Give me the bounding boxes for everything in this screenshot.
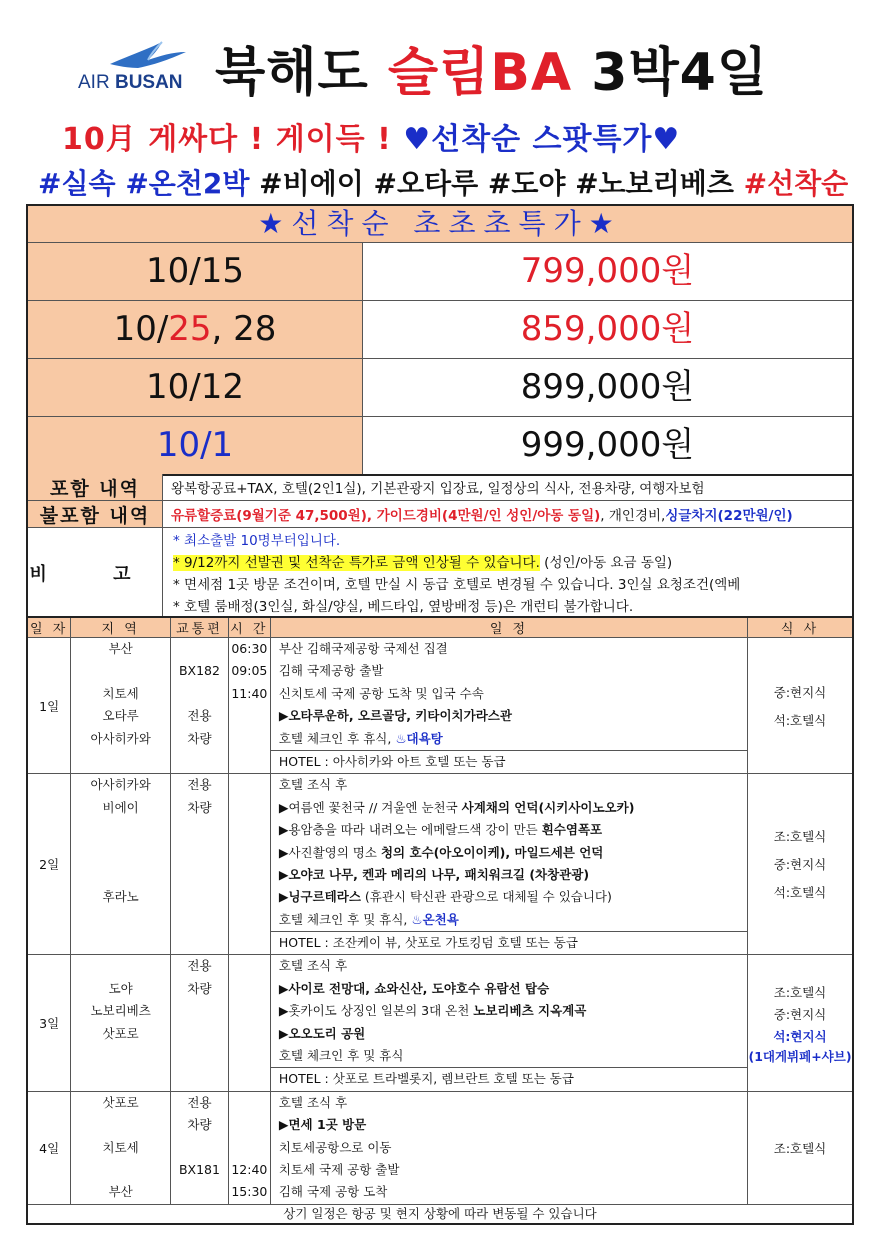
transport-line: 전용 <box>187 708 212 724</box>
excluded-value: 유류할증료(9월기준 47,500원), 가이드경비(4만원/인 성인/아동 동일) , 개인경비, 싱글차지(22만원/인) <box>171 508 793 524</box>
transport-line <box>171 1000 228 1022</box>
time-line <box>229 886 270 908</box>
region-line <box>71 1067 170 1089</box>
time-line: 15:30 <box>231 1184 268 1200</box>
onsen-label: ♨온천욕 <box>411 911 459 927</box>
region-line: 오타루 <box>102 708 139 724</box>
region-line: 도야 <box>108 980 133 996</box>
transport-line <box>171 1045 228 1067</box>
day-row <box>27 955 853 1091</box>
day-label: 1일 <box>27 638 71 774</box>
itinerary-line: HOTEL : 아사히카와 아트 호텔 또는 동급 <box>271 750 747 773</box>
itinerary-line: HOTEL : 조잔케이 뷰, 삿포로 가토킹덤 호텔 또는 동급 <box>271 931 747 954</box>
meals <box>748 1091 853 1204</box>
time-line <box>229 797 270 819</box>
transport-line: BX182 <box>178 663 220 679</box>
day-label: 2일 <box>27 774 71 955</box>
schedule-header: 일 정 <box>270 617 747 638</box>
itinerary-line: ▶사진촬영의 명소 청의 호수(아오이이케), 마일드세븐 언덕 <box>278 844 604 860</box>
itinerary-line: ▶면세 1곳 방문 <box>278 1117 367 1133</box>
transport-line <box>171 1067 228 1089</box>
transport-line: BX181 <box>178 1161 220 1177</box>
itinerary-line: 호텔 체크인 후 휴식, ♨대욕탕 <box>278 730 443 746</box>
included-label: 포함 내역 <box>28 474 163 500</box>
region <box>71 955 171 1091</box>
time-line <box>229 1114 270 1136</box>
region <box>71 638 171 774</box>
region <box>71 1091 171 1204</box>
transport-line <box>171 638 228 660</box>
itinerary <box>270 638 747 774</box>
time <box>228 774 270 955</box>
day-row <box>27 774 853 955</box>
transport <box>171 955 229 1091</box>
transport-line <box>171 1137 228 1159</box>
region <box>71 774 171 955</box>
itinerary-line: 호텔 조식 후 <box>278 777 348 793</box>
hashtag-line <box>38 162 848 202</box>
itinerary-line: 치토세공항으로 이동 <box>278 1139 392 1155</box>
page-title: 북해도 슬림BA 3박4일 <box>215 43 769 103</box>
time-line <box>229 1023 270 1045</box>
price-value: 999,000원 <box>520 425 695 465</box>
region-line <box>71 909 170 931</box>
day-row <box>27 638 853 774</box>
itinerary-line: 신치토세 국제 공항 도착 및 입국 수속 <box>278 685 484 701</box>
itinerary-line: ▶용암층을 따라 내려오는 에메랄드색 강이 만든 흰수염폭포 <box>278 822 603 838</box>
transport-line: 전용 <box>187 958 212 974</box>
itinerary-line: ▶오타루운하, 오르골당, 키타이치가라스관 <box>278 708 512 724</box>
included-value: 왕복항공료+TAX, 호텔(2인1실), 기본관광지 입장료, 일정상의 식사, 전용차량, 여행자보험 <box>171 481 705 497</box>
time-line <box>229 864 270 886</box>
transport-line <box>171 842 228 864</box>
itinerary-line: 호텔 조식 후 <box>278 958 348 974</box>
logo-text-air: AIR <box>78 72 110 93</box>
region-line: 노보리베츠 <box>90 1003 151 1019</box>
itinerary-line: ▶사이로 전망대, 쇼와신산, 도야호수 유람선 탑승 <box>278 980 550 996</box>
schedule-header: 시 간 <box>228 617 270 638</box>
price-row <box>28 417 852 474</box>
region-line: 부산 <box>108 641 133 656</box>
day-label: 3일 <box>27 955 71 1091</box>
day-label: 4일 <box>27 1091 71 1204</box>
time-line <box>229 909 270 931</box>
price-value: 899,000원 <box>520 367 695 407</box>
region-line: 후라노 <box>102 889 139 905</box>
transport-line: 전용 <box>187 777 212 793</box>
time <box>228 638 270 774</box>
time-line <box>229 1000 270 1022</box>
time-line <box>229 955 270 977</box>
time <box>228 1091 270 1204</box>
meal-item: 중:현지식 <box>773 857 827 873</box>
time <box>228 955 270 1091</box>
itinerary <box>270 1091 747 1204</box>
hashtag: #실속 <box>38 167 126 200</box>
region-line <box>71 864 170 886</box>
region-line <box>71 819 170 841</box>
excluded-label: 불포함 내역 <box>28 501 163 527</box>
schedule-header: 일 자 <box>27 617 71 638</box>
meal-item: 석:현지식 <box>773 1029 827 1045</box>
departure-date: 10/12 <box>28 359 363 416</box>
note-item: * 9/12까지 선발권 및 선착순 특가로 금액 인상될 수 있습니다. (성인/아동 요금 동일) <box>173 555 673 571</box>
transport-line: 차량 <box>187 1117 212 1133</box>
schedule-footnote: 상기 일정은 항공 및 현지 상황에 따라 변동될 수 있습니다 <box>27 1204 853 1224</box>
region-line: 아사히카와 <box>90 777 151 793</box>
region-line <box>71 1114 170 1136</box>
itinerary-line: ▶오야코 나무, 켄과 메리의 나무, 패치워크길 (차창관광) <box>278 866 590 882</box>
day-row <box>27 1091 853 1204</box>
hashtag: #선착순 <box>743 167 849 200</box>
itinerary-table <box>26 616 854 1225</box>
itinerary-line: ▶홋카이도 상징인 일본의 3대 온천 노보리베츠 지옥계곡 <box>278 1003 587 1019</box>
transport-line <box>171 819 228 841</box>
promo-subtitle: 10月 게싸다 ! 게이득 ! ♥선착순 스팟특가♥ <box>62 122 681 157</box>
time-line <box>229 1092 270 1114</box>
itinerary-line: 호텔 체크인 후 및 휴식, ♨온천욕 <box>278 911 459 927</box>
time-line: 12:40 <box>231 1161 268 1177</box>
region-line <box>71 660 170 682</box>
itinerary <box>270 955 747 1091</box>
transport-line <box>171 931 228 953</box>
meal-item: 중:현지식 <box>773 684 827 700</box>
included-row <box>28 474 852 501</box>
transport-line <box>171 886 228 908</box>
price-row <box>28 243 852 301</box>
info-table <box>26 474 854 620</box>
region-line: 삿포로 <box>102 1025 139 1041</box>
transport-line <box>171 864 228 886</box>
time-line <box>229 819 270 841</box>
logo-text-busan: BUSAN <box>114 72 183 93</box>
departure-date: 10/15 <box>28 243 363 300</box>
itinerary <box>270 774 747 955</box>
price-value: 859,000원 <box>520 309 695 349</box>
meal-item: 조:호텔식 <box>773 985 827 1001</box>
time-line <box>229 750 270 772</box>
itinerary-line: ▶닝구르테라스 (휴관시 탁신관 관광으로 대체될 수 있습니다) <box>278 889 612 905</box>
time-line <box>229 1045 270 1067</box>
region-line <box>71 1159 170 1181</box>
itinerary-line: ▶오오도리 공원 <box>278 1025 366 1041</box>
meal-item: 중:현지식 <box>773 1007 827 1023</box>
price-table-heading: ★선착순 초초초특가★ <box>28 206 852 243</box>
price-row <box>28 359 852 417</box>
transport-line <box>171 750 228 772</box>
itinerary-line: 부산 김해국제공항 국제선 집결 <box>278 641 448 656</box>
itinerary-line: 호텔 체크인 후 및 휴식 <box>278 1048 404 1064</box>
region-line: 아사히카와 <box>90 730 151 746</box>
schedule-header: 교통편 <box>171 617 229 638</box>
transport <box>171 1091 229 1204</box>
note-item: * 호텔 룸배정(3인실, 화실/양실, 베드타입, 옆방배정 등)은 개런티 불가합니다. <box>173 599 634 615</box>
transport-line <box>171 683 228 705</box>
price-row <box>28 301 852 359</box>
time-line: 06:30 <box>231 641 268 656</box>
time-line <box>229 1137 270 1159</box>
transport-line: 전용 <box>187 1094 212 1110</box>
meals <box>748 955 853 1091</box>
itinerary-line: 김해 국제 공항 도착 <box>278 1184 388 1200</box>
meal-item: 조:호텔식 <box>773 1140 827 1156</box>
bird-icon <box>108 38 188 70</box>
note-item: * 면세점 1곳 방문 조건이며, 호텔 만실 시 동급 호텔로 변경될 수 있습니다. 3인실 요청조건(엑베 <box>173 577 741 593</box>
time-line <box>229 1067 270 1089</box>
itinerary-line: 호텔 조식 후 <box>278 1094 348 1110</box>
region-line <box>71 931 170 953</box>
meal-item: (1대게뷔페+샤브) <box>748 1049 852 1065</box>
excluded-row <box>28 501 852 528</box>
itinerary-line: HOTEL : 삿포로 트라벨롯지, 렘브란트 호텔 또는 동급 <box>271 1067 747 1090</box>
meal-item: 조:호텔식 <box>773 829 827 845</box>
time-line <box>229 931 270 953</box>
itinerary-line: 치토세 국제 공항 출발 <box>278 1161 400 1177</box>
region-line: 치토세 <box>102 685 139 701</box>
region-line: 비에이 <box>102 799 139 815</box>
price-value: 799,000원 <box>520 251 695 291</box>
notes-label: 비 고 <box>28 528 163 618</box>
onsen-label: ♨대욕탕 <box>395 730 443 746</box>
region-line <box>71 750 170 772</box>
time-line <box>229 978 270 1000</box>
transport-line: 차량 <box>187 730 212 746</box>
transport-line <box>171 1023 228 1045</box>
meal-item: 석:호텔식 <box>773 885 827 901</box>
time-line <box>229 705 270 727</box>
price-table <box>26 204 854 476</box>
time-line <box>229 774 270 796</box>
time-line: 11:40 <box>231 685 268 701</box>
region-line: 부산 <box>108 1184 133 1200</box>
itinerary-line: 김해 국제공항 출발 <box>278 663 384 679</box>
meals <box>748 638 853 774</box>
region-line <box>71 955 170 977</box>
region-line <box>71 842 170 864</box>
time-line: 09:05 <box>231 663 268 679</box>
meals <box>748 774 853 955</box>
schedule-header: 지 역 <box>71 617 171 638</box>
transport-line: 차량 <box>187 980 212 996</box>
transport <box>171 638 229 774</box>
notes-row <box>28 528 852 618</box>
transport-line: 차량 <box>187 799 212 815</box>
transport-line <box>171 909 228 931</box>
hashtag: #온천2박 <box>125 167 260 200</box>
region-line <box>71 1045 170 1067</box>
itinerary-line: ▶여름엔 꽃천국 // 겨울엔 눈천국 사계채의 언덕(시키사이노오카) <box>278 799 635 815</box>
air-busan-logo <box>78 38 208 98</box>
region-line: 삿포로 <box>102 1094 139 1110</box>
meal-item: 석:호텔식 <box>773 712 827 728</box>
note-item: * 최소출발 10명부터입니다. <box>173 533 341 549</box>
time-line <box>229 728 270 750</box>
transport-line <box>171 1181 228 1203</box>
transport <box>171 774 229 955</box>
region-line: 치토세 <box>102 1139 139 1155</box>
schedule-header: 식 사 <box>748 617 853 638</box>
hashtag: #비에이 #오타루 #도야 #노보리베츠 <box>259 167 744 200</box>
notes-list <box>163 528 852 618</box>
departure-date: 10/25, 28 <box>28 301 363 358</box>
departure-date: 10/1 <box>28 417 363 474</box>
time-line <box>229 842 270 864</box>
